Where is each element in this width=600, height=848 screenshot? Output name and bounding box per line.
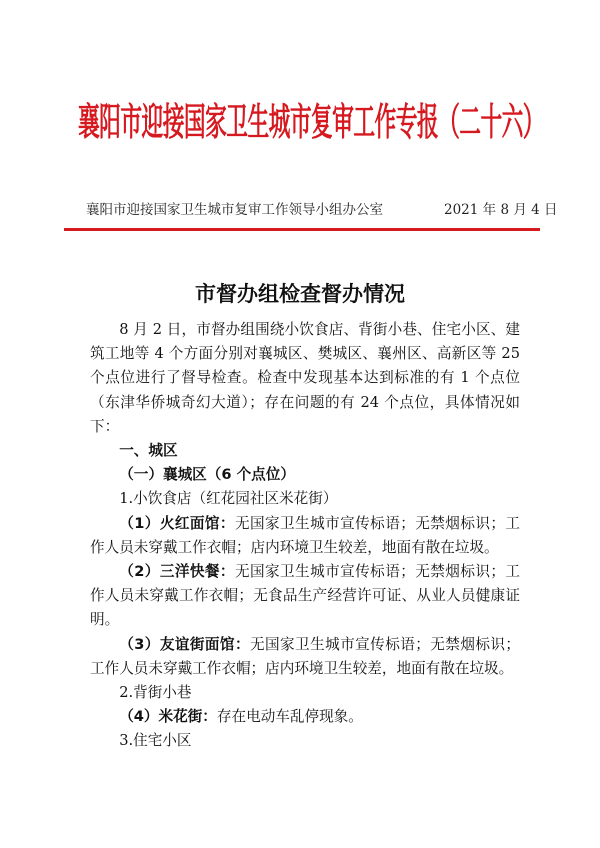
item-label: （4）米花街： <box>119 708 217 726</box>
category-heading: 2.背街小巷 <box>119 684 192 702</box>
item-text: 存在电动车乱停现象。 <box>216 708 363 726</box>
category-heading: 3.住宅小区 <box>119 732 192 750</box>
red-divider <box>64 228 540 231</box>
issue-date: 2021 年 8 月 4 日 <box>444 202 558 218</box>
item-label: （3）友谊街面馆： <box>119 635 250 653</box>
item-text: 无国家卫生城市宣传标语；无禁烟标识；工作人员未穿戴工作衣帽；店内环境卫生较差，地面有散在垃圾。 <box>90 514 520 556</box>
list-item <box>90 560 520 633</box>
masthead-title: 襄阳市迎接国家卫生城市复审工作专报（二十六） <box>78 99 544 144</box>
item-label: （2）三洋快餐： <box>119 563 235 581</box>
item-text: 无国家卫生城市宣传标语；无禁烟标识；工作人员未穿戴工作衣帽；无食品生产经营许可证、从业人员健康证明。 <box>90 563 520 629</box>
section-heading: 一、城区 <box>119 442 178 460</box>
category-heading: 1.小饮食店（红花园社区米花街） <box>119 490 338 508</box>
item-text: 无国家卫生城市宣传标语；无禁烟标识；工作人员未穿戴工作衣帽；店内环境卫生较差，地面有散在垃圾。 <box>90 635 520 677</box>
list-item <box>90 705 520 729</box>
item-label: （1）火红面馆： <box>119 514 235 532</box>
list-item <box>90 633 520 681</box>
issuer-office: 襄阳市迎接国家卫生城市复审工作领导小组办公室 <box>86 202 383 218</box>
document-title: 市督办组检查督办情况 <box>195 282 405 306</box>
intro-paragraph: 8 月 2 日，市督办组围绕小饮食店、背街小巷、住宅小区、建筑工地等 4 个方面分别对襄城区、樊城区、襄州区、高新区等 25 个点位进行了督导检查。检查中发现基本达到标准的有 1 个点位（东津华侨城奇幻大道）；存在问题的有 24 个点位，具体情况如下： <box>90 321 520 435</box>
list-item <box>90 512 520 560</box>
district-heading: （一）襄城区（6 个点位） <box>119 466 295 484</box>
document-body <box>90 318 520 754</box>
